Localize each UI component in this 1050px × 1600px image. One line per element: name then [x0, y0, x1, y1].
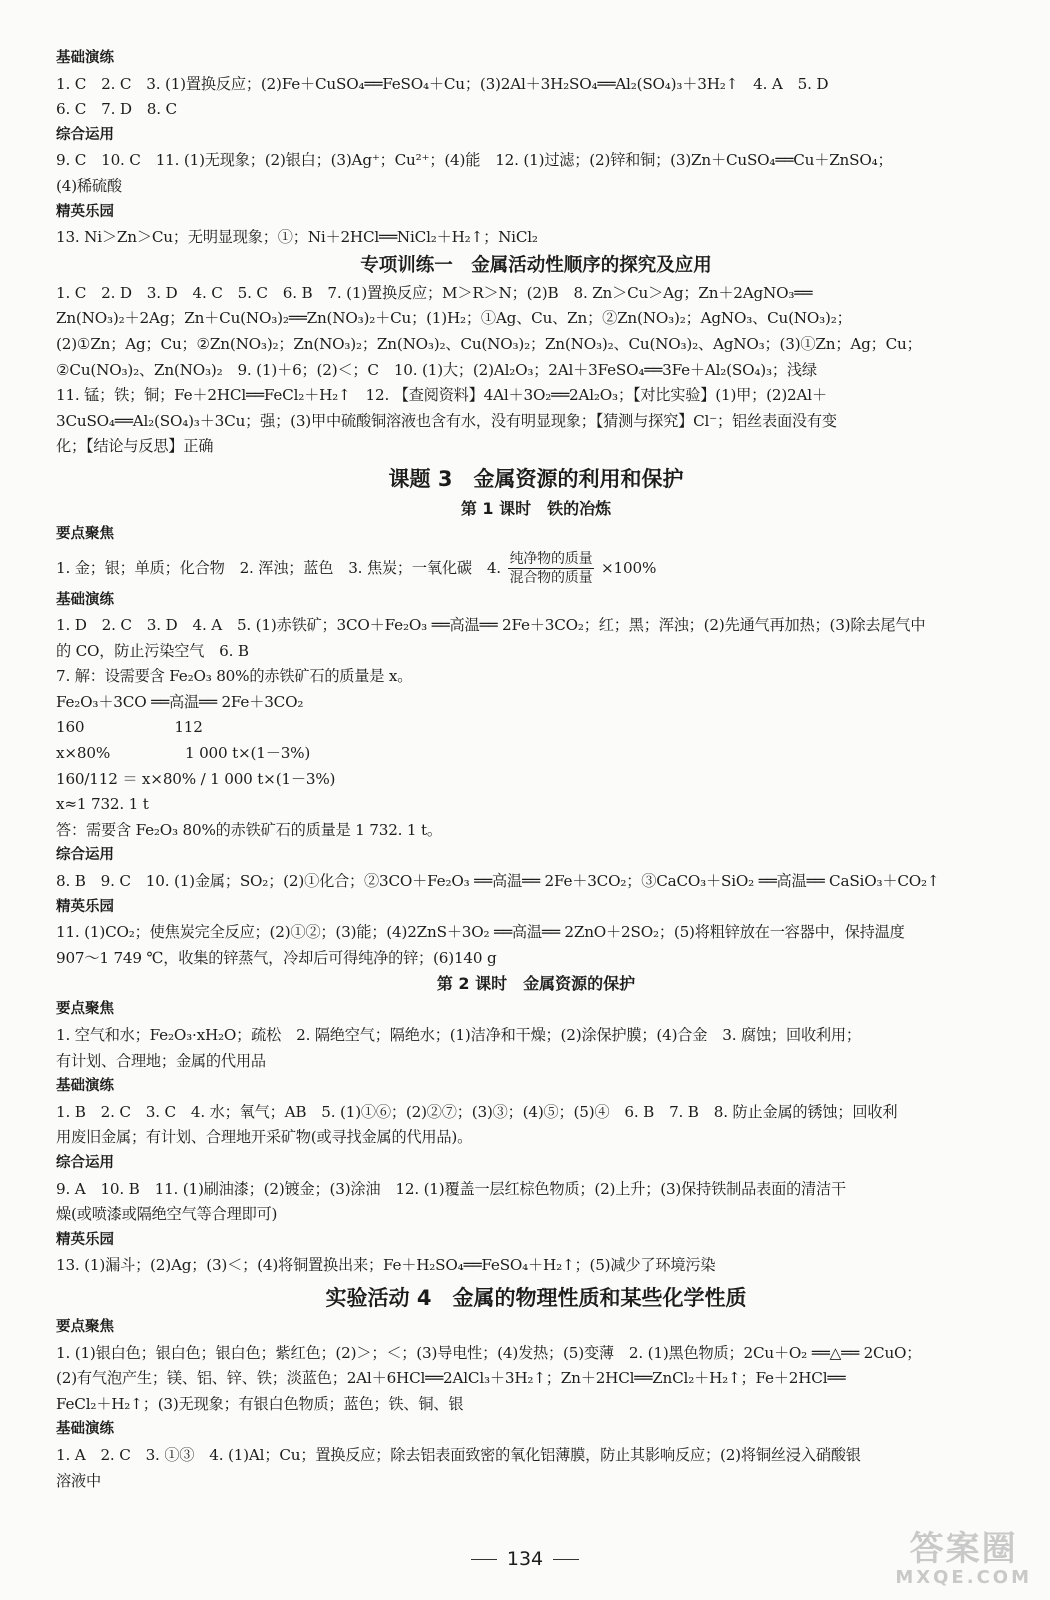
section-heading: 课题 3 金属资源的利用和保护 [388, 466, 684, 491]
section-label: 精英乐园 [56, 898, 114, 915]
answer-line: 1. D 2. C 3. D 4. A 5. (1)赤铁矿；3CO＋Fe₂O₃ ══高温══ 2Fe＋3CO₂；红；黑；浑浊；(2)先通气再加热；(3)除去尾气中 [56, 616, 926, 635]
section-label: 基础演练 [56, 1421, 114, 1438]
fraction-denominator: 混合物的质量 [509, 570, 593, 586]
section-label: 综合运用 [56, 126, 114, 143]
answer-line: 1. C 2. C 3. (1)置换反应；(2)Fe＋CuSO₄══FeSO₄＋Cu；(3)2Al＋3H₂SO₄══Al₂(SO₄)₃＋3H₂↑ 4. A 5. D [56, 74, 829, 93]
answer-line: 8. B 9. C 10. (1)金属；SO₂；(2)①化合；②3CO＋Fe₂O₃ ══高温══ 2Fe＋3CO₂；③CaCO₃＋SiO₂ ══高温══ CaSiO₃＋CO₂↑ [56, 872, 940, 891]
answer-line: 907～1 749 ℃，收集的锌蒸气，冷却后可得纯净的锌；(6)140 g [56, 948, 497, 967]
answer-line: Fe₂O₃＋3CO ══高温══ 2Fe＋3CO₂ [56, 692, 304, 711]
section-label: 基础演练 [56, 50, 114, 66]
answer-line: 3CuSO₄══Al₂(SO₄)₃＋3Cu；强；(3)甲中硫酸铜溶液也含有水，没有明显现象；【猜测与探究】Cl⁻；铝丝表面没有变 [56, 411, 837, 430]
answer-line: (2)①Zn；Ag；Cu；②Zn(NO₃)₂；Zn(NO₃)₂；Zn(NO₃)₂、Cu(NO₃)₂；Zn(NO₃)₂、Cu(NO₃)₂、AgNO₃；(3)①Zn；Ag；Cu； [56, 334, 922, 353]
section-heading: 第 2 课时 金属资源的保护 [436, 974, 636, 994]
frac-prefix: 1. 金；银；单质；化合物 2. 浑浊；蓝色 3. 焦炭；一氧化碳 4. [56, 558, 501, 577]
answer-line: 160/112 ＝ x×80% / 1 000 t×(1－3%) [56, 769, 336, 788]
answer-line: 6. C 7. D 8. C [56, 100, 177, 119]
section-label: 要点聚焦 [56, 1318, 114, 1335]
answer-line: 用废旧金属；有计划、合理地开采矿物(或寻找金属的代用品)。 [56, 1128, 473, 1147]
answer-line: 1. C 2. D 3. D 4. C 5. C 6. B 7. (1)置换反应；M＞R＞N；(2)B 8. Zn＞Cu＞Ag；Zn＋2AgNO₃══ [56, 283, 813, 302]
answer-line: 的 CO，防止污染空气 6. B [56, 641, 249, 660]
answer-line: 答：需要含 Fe₂O₃ 80%的赤铁矿石的质量是 1 732. 1 t。 [56, 820, 442, 839]
answer-line: 11. 锰；铁；铜；Fe＋2HCl══FeCl₂＋H₂↑ 12. 【查阅资料】4Al＋3O₂══2Al₂O₃；【对比实验】(1)甲；(2)2Al＋ [56, 386, 827, 405]
answer-line: 1. B 2. C 3. C 4. 水；氧气；AB 5. (1)①⑥；(2)②⑦；(3)③；(4)⑤；(5)④ 6. B 7. B 8. 防止金属的锈蚀；回收利 [56, 1102, 898, 1121]
answer-line: 160 112 [56, 718, 203, 737]
page-number-text: 134 [506, 1548, 544, 1570]
watermark-line2: MXQE.COM [895, 1567, 1032, 1588]
answer-line: 7. 解：设需要含 Fe₂O₃ 80%的赤铁矿石的质量是 x。 [56, 667, 413, 686]
answer-part-2 [56, 588, 1016, 1495]
section-label: 要点聚焦 [56, 525, 114, 542]
answer-line: 9. C 10. C 11. (1)无现象；(2)银白；(3)Ag⁺；Cu²⁺；(4)能 12. (1)过滤；(2)锌和铜；(3)Zn＋CuSO₄══Cu＋ZnSO₄； [56, 151, 893, 170]
frac-suffix: ×100% [601, 558, 657, 577]
section-label: 精英乐园 [56, 1231, 114, 1248]
section-label: 综合运用 [56, 847, 114, 864]
answer-page [56, 46, 1016, 1494]
answer-line: x×80% 1 000 t×(1－3%) [56, 744, 311, 763]
fraction-numerator: 纯净物的质量 [509, 551, 593, 567]
answer-line: 11. (1)CO₂；使焦炭完全反应；(2)①②；(3)能；(4)2ZnS＋3O₂ ══高温══ 2ZnO＋2SO₂；(5)将粗锌放在一容器中，保持温度 [56, 923, 905, 942]
section-heading: 专项训练一 金属活动性顺序的探究及应用 [360, 254, 712, 276]
answer-line: Zn(NO₃)₂＋2Ag；Zn＋Cu(NO₃)₂══Zn(NO₃)₂＋Cu；(1)H₂；①Ag、Cu、Zn；②Zn(NO₃)₂；AgNO₃、Cu(NO₃)₂； [56, 309, 852, 328]
section-heading: 第 1 课时 铁的冶炼 [460, 498, 612, 518]
answer-line: 燥(或喷漆或隔绝空气等合理即可) [56, 1205, 278, 1224]
section-label: 基础演练 [56, 591, 114, 608]
answer-line: x≈1 732. 1 t [56, 795, 149, 814]
answer-line: ②Cu(NO₃)₂、Zn(NO₃)₂ 9. (1)＋6；(2)＜；C 10. (1)大；(2)Al₂O₃；2Al＋3FeSO₄══3Fe＋Al₂(SO₄)₃；浅绿 [56, 360, 817, 379]
formula-line [56, 548, 1016, 588]
section-label: 要点聚焦 [56, 1001, 114, 1018]
answer-line: 13. Ni＞Zn＞Cu；无明显现象；①；Ni＋2HCl══NiCl₂＋H₂↑；NiCl₂ [56, 228, 538, 247]
watermark-line1: 答案圈 [909, 1529, 1018, 1569]
mass-fraction [508, 550, 595, 587]
answer-line: 1. (1)银白色；银白色；银白色；紫红色；(2)＞；＜；(3)导电性；(4)发热；(5)变薄 2. (1)黑色物质；2Cu＋O₂ ══△══ 2CuO； [56, 1343, 922, 1362]
answer-line: 1. A 2. C 3. ①③ 4. (1)Al；Cu；置换反应；除去铝表面致密的氧化铝薄膜，防止其影响反应；(2)将铜丝浸入硝酸银 [56, 1445, 861, 1464]
answer-line: 9. A 10. B 11. (1)刷油漆；(2)镀金；(3)涂油 12. (1)覆盖一层红棕色物质；(2)上升；(3)保持铁制品表面的清洁干 [56, 1179, 847, 1198]
section-heading: 实验活动 4 金属的物理性质和某些化学性质 [325, 1285, 747, 1310]
section-label: 综合运用 [56, 1154, 114, 1171]
watermark-logo [895, 1530, 1032, 1588]
section-label: 精英乐园 [56, 203, 114, 220]
answer-line: FeCl₂＋H₂↑；(3)无现象；有银白色物质；蓝色；铁、铜、银 [56, 1394, 464, 1413]
answer-line: 化；【结论与反思】正确 [56, 437, 214, 456]
section-label: 基础演练 [56, 1078, 114, 1095]
answer-line: 溶液中 [56, 1471, 101, 1490]
answer-line: 1. 空气和水；Fe₂O₃·xH₂O；疏松 2. 隔绝空气；隔绝水；(1)洁净和干燥；(2)涂保护膜；(4)合金 3. 腐蚀；回收利用； [56, 1026, 861, 1044]
answer-line: (2)有气泡产生；镁、铝、锌、铁；淡蓝色；2Al＋6HCl══2AlCl₃＋3H₂↑；Zn＋2HCl══ZnCl₂＋H₂↑；Fe＋2HCl══ [56, 1369, 846, 1388]
page-number [0, 1548, 1050, 1570]
answer-line: (4)稀硫酸 [56, 176, 122, 195]
answer-part-1 [56, 46, 1016, 548]
answer-line: 有计划、合理地；金属的代用品 [56, 1051, 266, 1070]
answer-line: 13. (1)漏斗；(2)Ag；(3)＜；(4)将铜置换出来；Fe＋H₂SO₄══FeSO₄＋H₂↑；(5)减少了环境污染 [56, 1256, 716, 1275]
